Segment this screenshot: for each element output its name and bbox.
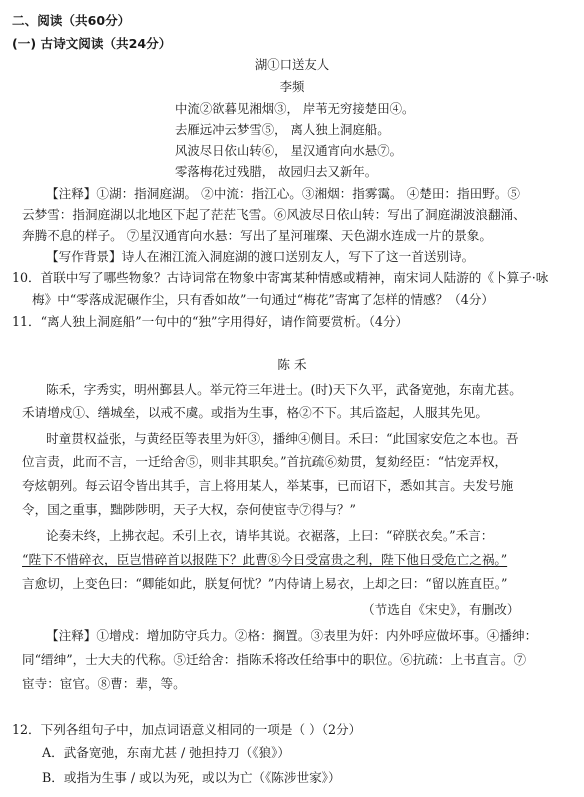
poem-background: 【写作背景】诗人在湘江流入洞庭湖的渡口送别友人，写下了这一首送别诗。 bbox=[46, 249, 475, 264]
prose-line: “陛下不惜碎衣，臣岂惜碎首以报陛下？此曹⑧今日受富贵之利，陛下他日受危亡之祸。” bbox=[22, 552, 508, 567]
prose-line: 令，国之重事，黜陟陟明，天子大权，奈何使宦寺⑦得与？” bbox=[22, 502, 356, 517]
poem-line: 零落梅花过残腊， 故园归去又新年。 bbox=[175, 164, 378, 179]
prose-line: 时童贯权益张，与黄经臣等表里为奸③，播绅④侧目。禾曰：“此国家安危之本也。吾 bbox=[46, 431, 519, 446]
prose-notes-line: 宦寺：宦官。⑧曹：辈，等。 bbox=[22, 676, 186, 691]
prose-notes-line: 同“缙绅”，士大夫的代称。⑤迁给舍：指陈禾将改任给事中的职位。⑥抗疏：上书直言。⑦ bbox=[22, 652, 527, 667]
prose-line: 禾请增戍①、缮城垒，以戒不虞。或指为生事，格②不下。其后盗起，人服其先见。 bbox=[22, 405, 488, 420]
prose-line: 夸炫朝列。每云诏令皆出其手，言上将用某人，举某事，已而诏下，悉如其言。夫发号施 bbox=[22, 478, 514, 493]
prose-line: 言愈切，上变色曰：“卿能如此，朕复何忧？”内侍请上易衣，上却之曰：“留以旌直臣。” bbox=[22, 576, 508, 591]
poem-notes-line: 云梦雪：指洞庭湖以北地区下起了茫茫飞雪。⑥风波尽日依山转：写出了洞庭湖波浪翻涌、 bbox=[22, 207, 526, 222]
prose-line: 陈禾，字秀实，明州鄞县人。举元符三年进士。(时)天下久平，武备宽弛，东南尤甚。 bbox=[46, 382, 522, 397]
prose-notes-line: 【注释】①增戍：增加防守兵力。②格：搁置。③表里为奸：内外呼应做坏事。④播绅： bbox=[46, 628, 538, 643]
question-10-line: 10．首联中写了哪些物象？古诗词常在物象中寄寓某种情感或精神，南宋词人陆游的《卜算子·咏 bbox=[12, 270, 549, 285]
prose-line: 论奏未终，上拂衣起。禾引上衣，请毕其说。衣裾落，上曰：“碎朕衣矣。”禾言： bbox=[46, 528, 494, 543]
poem-notes-line: 奔腾不息的样子。 ⑦星汉通宵向水悬：写出了星河璀璨、天色湖水连成一片的景象。 bbox=[22, 228, 492, 243]
poem-author: 李频 bbox=[279, 79, 305, 94]
prose-title: 陈 禾 bbox=[277, 357, 307, 372]
question-11: 11．“离人独上洞庭船”一句中的“独”字用得好，请作简要赏析。（4分） bbox=[12, 314, 409, 329]
poem-notes-line: 【注释】①湖：指洞庭湖。 ②中流：指江心。③湘烟：指雾霭。 ④楚田：指田野。⑤ bbox=[46, 186, 520, 201]
question-12-stem: 12．下列各组句子中，加点词语意义相同的一项是（ ）（2分） bbox=[12, 722, 362, 737]
poem-line: 中流②欲暮见湘烟③， 岸苇无穷接楚田④。 bbox=[175, 101, 415, 116]
question-12-option-a: A．武备宽弛，东南尤甚 / 弛担持刀（《狼》） bbox=[42, 745, 291, 760]
poem-line: 风波尽日依山转⑥， 星汉通宵向水悬⑦。 bbox=[175, 143, 402, 158]
poem-title: 湖①口送友人 bbox=[254, 57, 330, 72]
question-10-line: 梅》中“零落成泥碾作尘，只有香如故”一句通过“梅花”寄寓了怎样的情感？（4分） bbox=[32, 292, 494, 307]
prose-line: 位言责，此而不言，一迁给舍⑤，则非其职矣。”首抗疏⑥劾贯，复劾经臣：“怙宠弄权， bbox=[22, 454, 508, 469]
section-title: 二、阅读（共60分） bbox=[12, 13, 131, 28]
prose-source: （节选自《宋史》，有删改） bbox=[362, 602, 520, 617]
poem-line: 去雁远冲云梦雪⑤， 离人独上洞庭船。 bbox=[175, 122, 390, 137]
subsection-title: (一) 古诗文阅读（共24分） bbox=[12, 36, 172, 51]
question-12-option-b: B．或指为生事 / 或以为死，或以为亡（《陈涉世家》） bbox=[42, 770, 341, 785]
